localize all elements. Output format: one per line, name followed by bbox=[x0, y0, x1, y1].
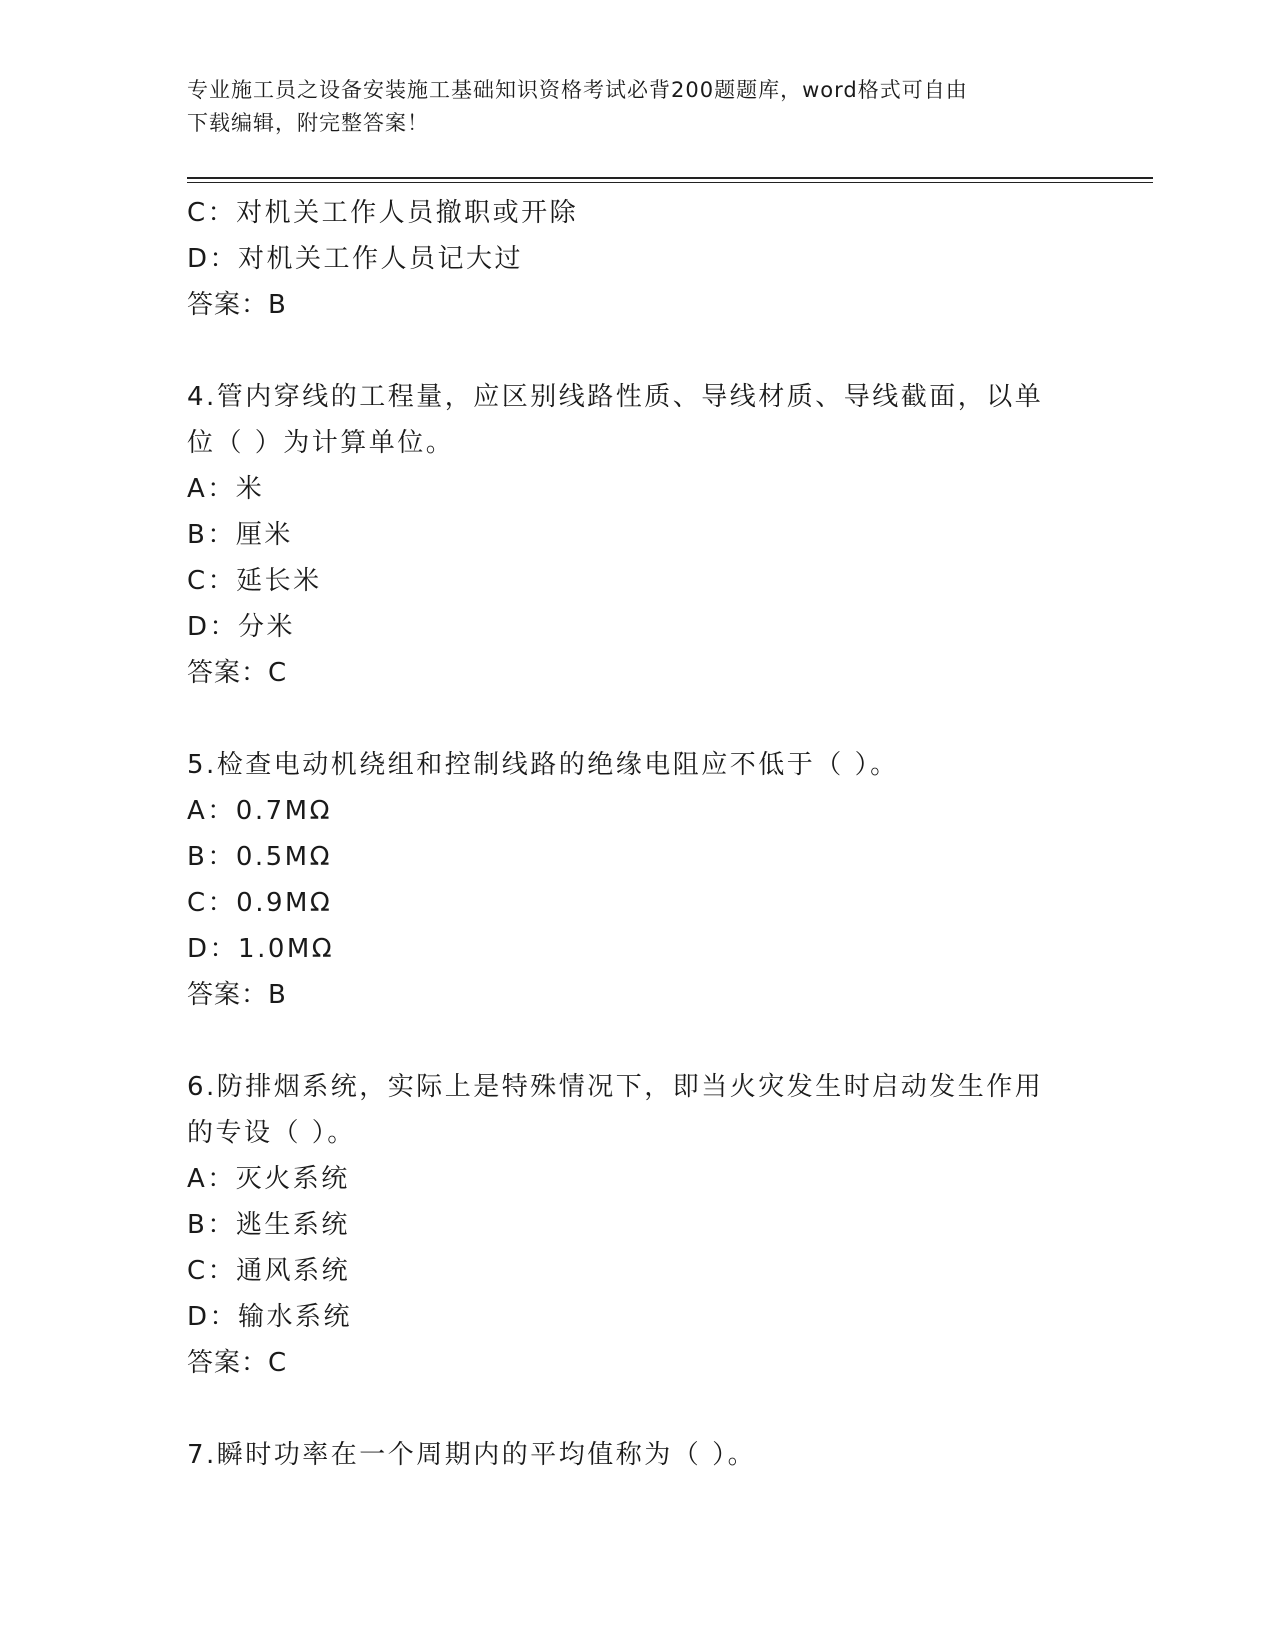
option-d: D：输水系统 bbox=[187, 1302, 353, 1332]
document-header bbox=[187, 74, 1087, 140]
answer-line: 答案：C bbox=[187, 658, 288, 688]
option-d: D：1.0MΩ bbox=[187, 934, 335, 964]
option-a: A：0.7MΩ bbox=[187, 796, 332, 826]
option-c: C：对机关工作人员撤职或开除 bbox=[187, 198, 579, 228]
option-c: C：延长米 bbox=[187, 566, 322, 596]
answer-line: 答案：C bbox=[187, 1348, 288, 1378]
question-stem: 5.检查电动机绕组和控制线路的绝缘电阻应不低于（ ）。 bbox=[187, 750, 899, 780]
header-divider-thin bbox=[187, 182, 1153, 183]
option-c: C：0.9MΩ bbox=[187, 888, 333, 918]
answer-line: 答案：B bbox=[187, 980, 287, 1010]
question-spacer bbox=[187, 696, 1087, 742]
question-stem-continued: 位（ ）为计算单位。 bbox=[187, 428, 455, 458]
question-list bbox=[187, 190, 1087, 1478]
option-a: A：米 bbox=[187, 474, 265, 504]
question-4 bbox=[187, 374, 1087, 696]
option-d: D：对机关工作人员记大过 bbox=[187, 244, 524, 274]
answer-line: 答案：B bbox=[187, 290, 287, 320]
question-7 bbox=[187, 1432, 1087, 1478]
header-divider-thick bbox=[187, 177, 1153, 179]
option-b: B：厘米 bbox=[187, 520, 293, 550]
header-title-line-2: 下载编辑，附完整答案！ bbox=[187, 111, 429, 135]
option-a: A：灭火系统 bbox=[187, 1164, 350, 1194]
question-stem: 6.防排烟系统，实际上是特殊情况下，即当火灾发生时启动发生作用 bbox=[187, 1072, 1044, 1102]
option-b: B：逃生系统 bbox=[187, 1210, 350, 1240]
question-5 bbox=[187, 742, 1087, 1018]
question-spacer bbox=[187, 328, 1087, 374]
question-3-tail bbox=[187, 190, 1087, 328]
header-title-line-1: 专业施工员之设备安装施工基础知识资格考试必背200题题库，word格式可自由 bbox=[187, 78, 968, 102]
option-c: C：通风系统 bbox=[187, 1256, 351, 1286]
question-stem: 4.管内穿线的工程量，应区别线路性质、导线材质、导线截面，以单 bbox=[187, 382, 1044, 412]
question-stem-continued: 的专设（ ）。 bbox=[187, 1118, 356, 1148]
question-stem: 7.瞬时功率在一个周期内的平均值称为（ ）。 bbox=[187, 1440, 757, 1470]
option-b: B：0.5MΩ bbox=[187, 842, 332, 872]
question-6 bbox=[187, 1064, 1087, 1386]
question-spacer bbox=[187, 1386, 1087, 1432]
question-spacer bbox=[187, 1018, 1087, 1064]
option-d: D：分米 bbox=[187, 612, 296, 642]
